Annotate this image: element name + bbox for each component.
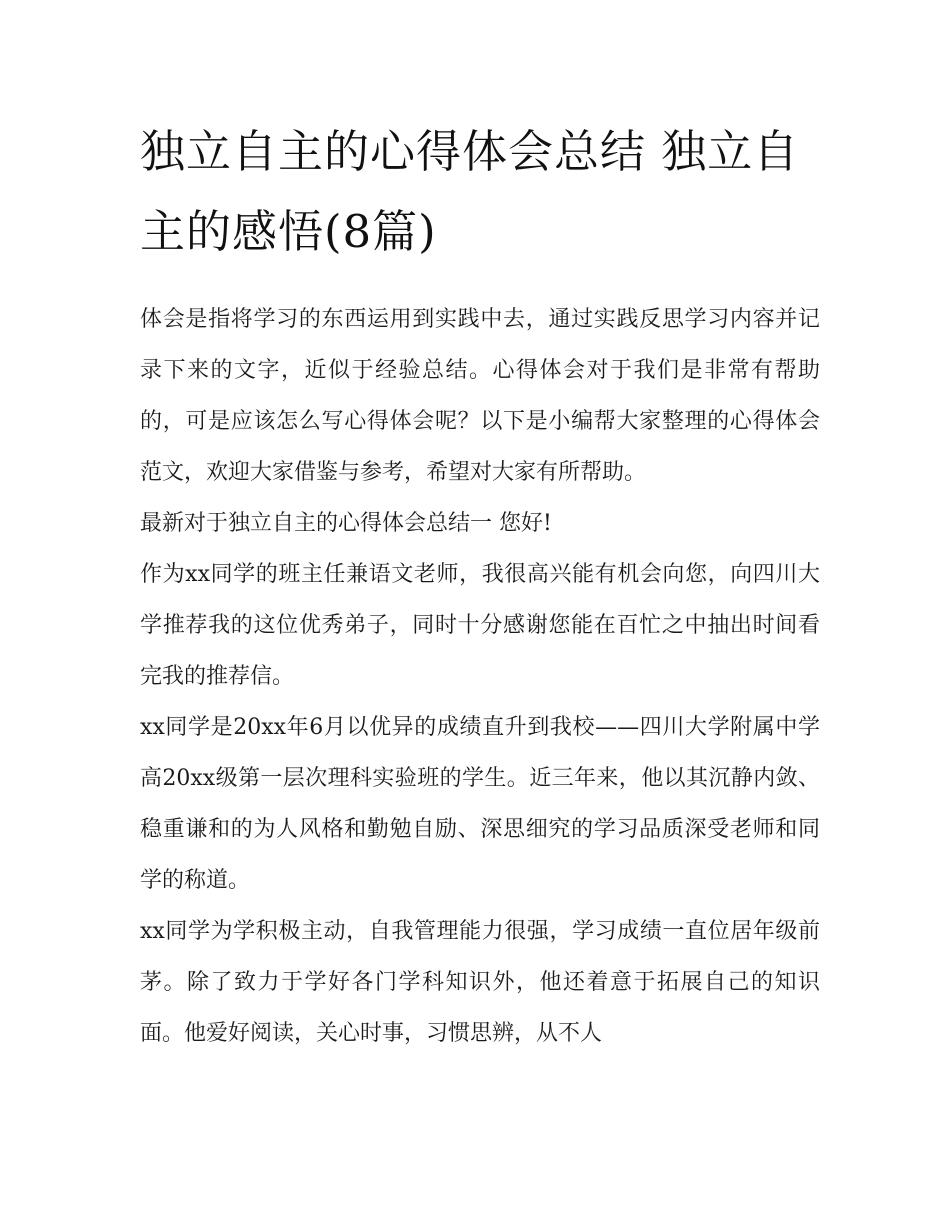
body-paragraph: xx同学是20xx年6月以优异的成绩直升到我校——四川大学附属中学高20xx级第一层次理科实验班的学生。近三年来，他以其沉静内敛、稳重谦和的为人风格和勤勉自励、深思细究的学习品质深受老师和同学的称道。: [140, 715, 820, 893]
intro-paragraph: 体会是指将学习的东西运用到实践中去，通过实践反思学习内容并记录下来的文字，近似于经验总结。心得体会对于我们是非常有帮助的，可是应该怎么写心得体会呢？以下是小编帮大家整理的心得体会范文，欢迎大家借鉴与参考，希望对大家有所帮助。: [140, 307, 820, 485]
body-paragraph: 作为xx同学的班主任兼语文老师，我很高兴能有机会向您，向四川大学推荐我的这位优秀弟子，同时十分感谢您能在百忙之中抽出时间看完我的推荐信。: [140, 562, 820, 689]
document-title: 独立自主的心得体会总结 独立自主的感悟(8篇): [140, 125, 800, 258]
section-heading-paragraph: 最新对于独立自主的心得体会总结一 您好!: [140, 511, 552, 536]
document-page: [140, 112, 820, 1059]
body-paragraph: xx同学为学积极主动，自我管理能力很强，学习成绩一直位居年级前茅。除了致力于学好各门学科知识外，他还着意于拓展自己的知识面。他爱好阅读，关心时事，习惯思辨，从不人: [140, 919, 820, 1046]
